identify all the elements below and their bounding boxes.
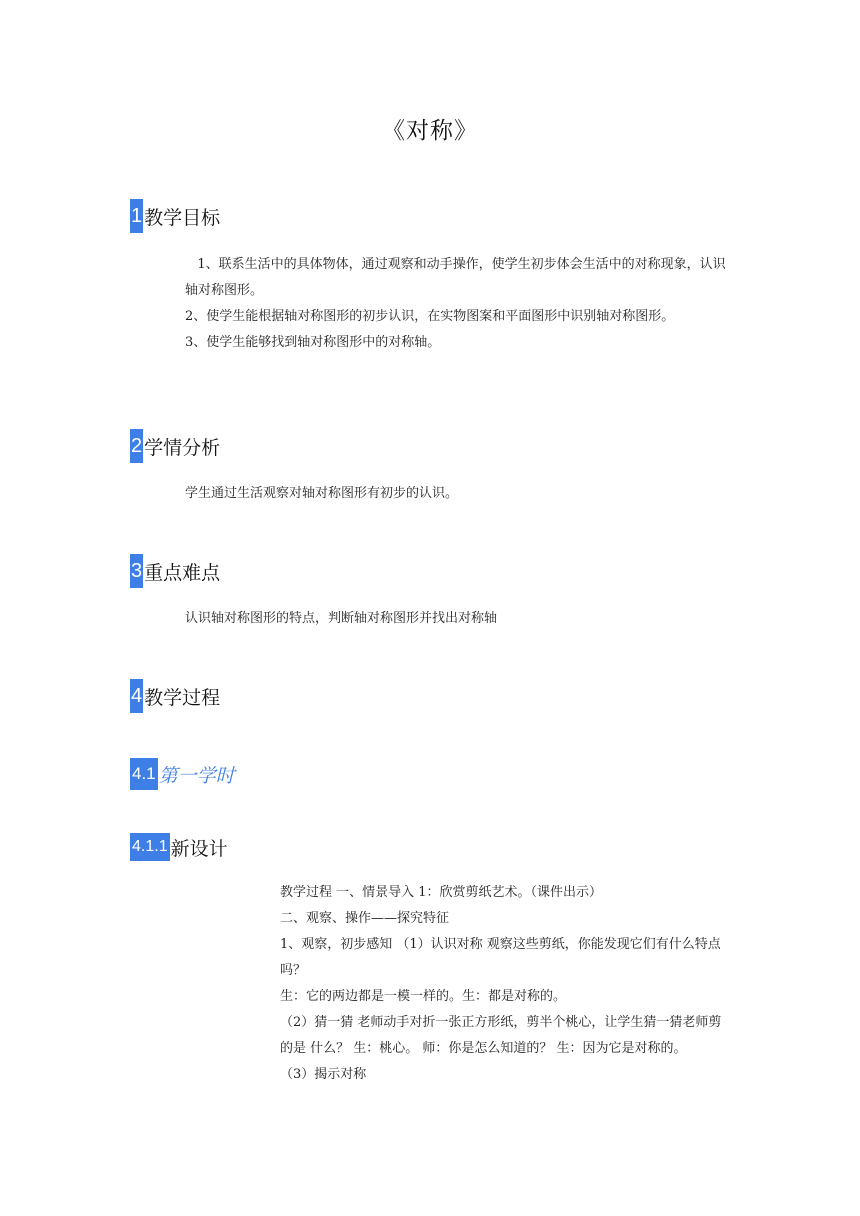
paragraph: 3、使学生能够找到轴对称图形中的对称轴。 [185, 335, 441, 350]
subsection-heading [130, 757, 235, 791]
section-heading-4 [130, 679, 220, 713]
section-title: 学情分析 [144, 436, 221, 459]
subsubsection-number: 4.1.1 [130, 833, 170, 861]
paragraph: （3）揭示对称 [280, 1067, 367, 1082]
section-title: 重点难点 [144, 561, 221, 584]
paragraph: 1、观察，初步感知 （1）认识对称 观察这些剪纸，你能发现它们有什么特点吗？ [280, 937, 721, 978]
paragraph: （2）猜一猜 老师动手对折一张正方形纸，剪半个桃心，让学生猜一猜老师剪的是 什么？ 生：桃心。 师：你是怎么知道的？ 生：因为它是对称的。 [280, 1015, 722, 1056]
section-title: 教学目标 [144, 206, 221, 229]
section-number: 4 [130, 679, 143, 713]
section-heading-1 [130, 199, 220, 233]
section-body-1 [185, 252, 730, 356]
section-number: 1 [130, 199, 143, 233]
subsection-title: 第一学时 [158, 764, 235, 787]
section-heading-2 [130, 429, 220, 463]
lesson-content [280, 880, 732, 1088]
section-body-2 [185, 481, 730, 507]
paragraph: 2、使学生能根据轴对称图形的初步认识，在实物图案和平面图形中识别轴对称图形。 [185, 309, 675, 324]
section-body-3 [185, 606, 730, 632]
subsubsection-heading [130, 830, 228, 864]
section-heading-3 [130, 554, 220, 588]
subsubsection-title: 新设计 [170, 837, 228, 860]
section-title: 教学过程 [144, 686, 221, 709]
section-number: 2 [130, 429, 143, 463]
paragraph: 1、联系生活中的具体物体，通过观察和动手操作，使学生初步体会生活中的对称现象，认识轴对称图形。 [185, 257, 726, 298]
paragraph: 二、观察、操作——探究特征 [280, 911, 450, 926]
paragraph: 教学过程 一、情景导入 1：欣赏剪纸艺术。（课件出示） [280, 885, 603, 900]
paragraph: 学生通过生活观察对轴对称图形有初步的认识。 [185, 486, 459, 501]
section-number: 3 [130, 554, 143, 588]
subsection-number: 4.1 [130, 758, 158, 790]
paragraph: 生：它的两边都是一模一样的。生：都是对称的。 [280, 989, 567, 1004]
document-title: 《对称》 [382, 118, 478, 144]
paragraph: 认识轴对称图形的特点，判断轴对称图形并找出对称轴 [185, 611, 498, 626]
